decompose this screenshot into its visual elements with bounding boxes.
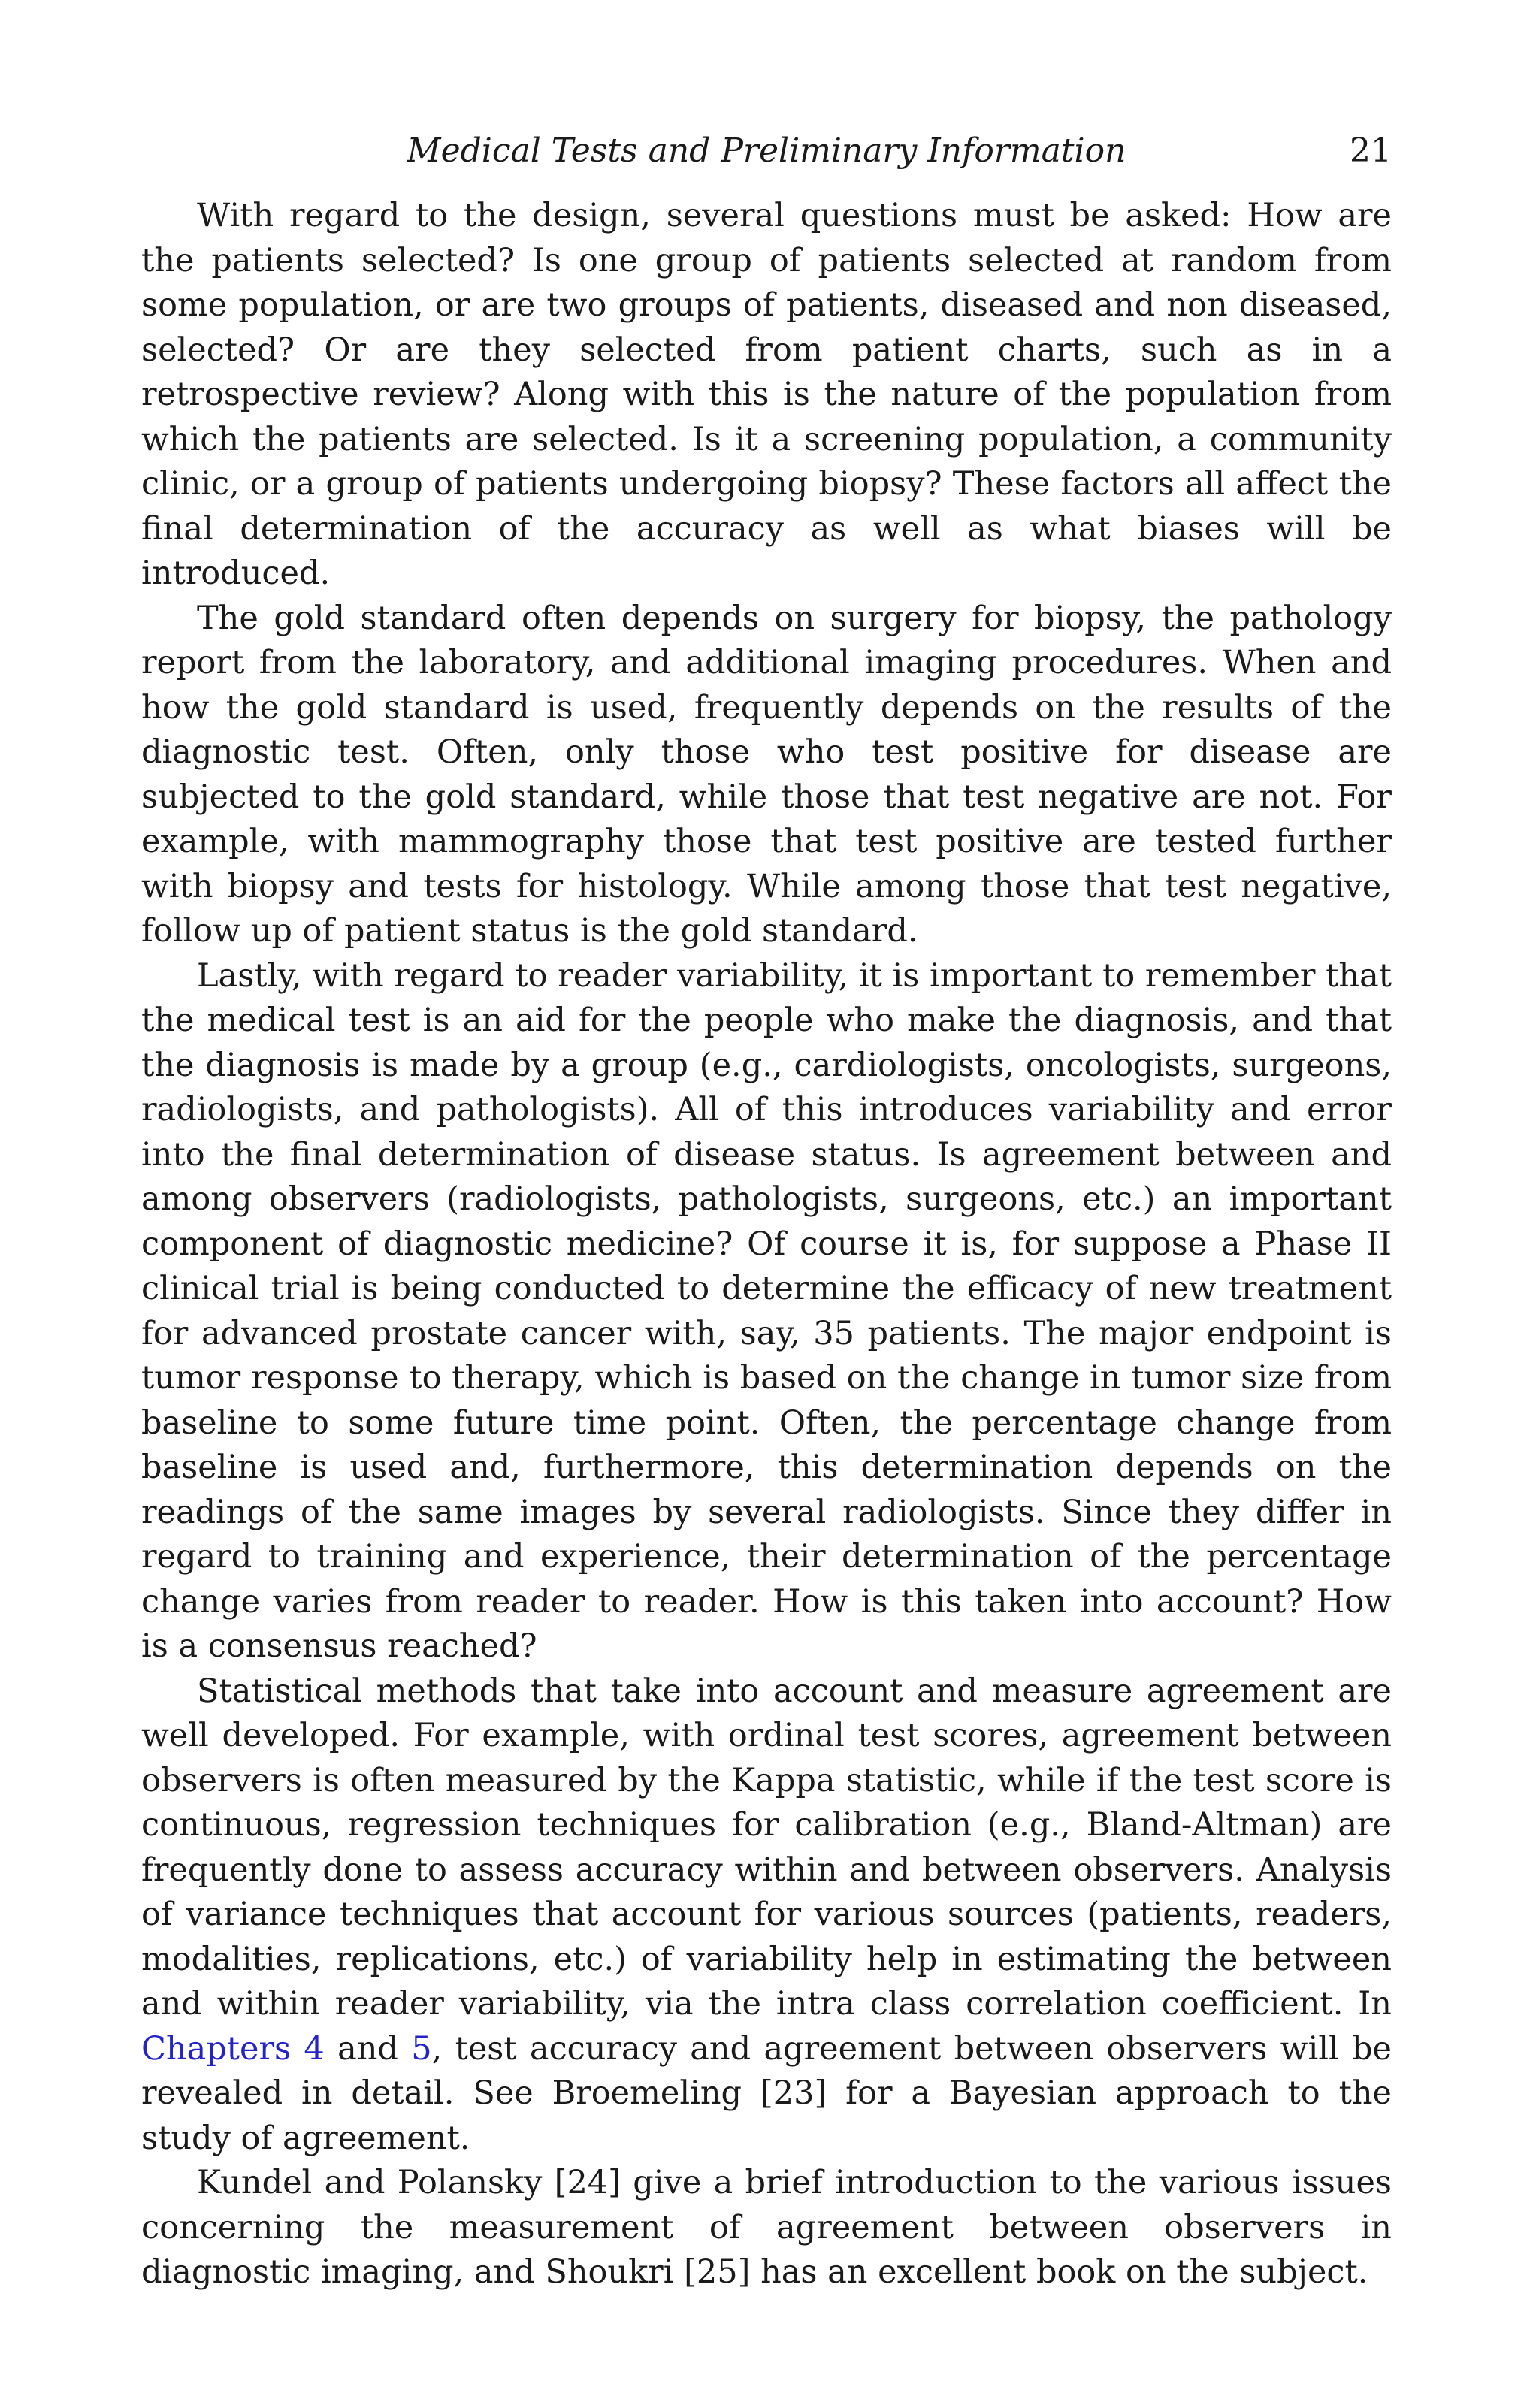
paragraph-reader-variability: Lastly, with regard to reader variability, it is important to remember that the medical test is an aid for the people who make the diagnosis, and that the diagnosis is made by a group (e.g., cardiologists, oncologists, surgeons, radiologists, and pathologists). All of this introduces variability and error into the final determination of disease status. Is agreement between and among observers (radiologists, pathologists, surgeons, etc.) an important component of diagnostic medicine? Of course it is, for suppose a Phase II clinical trial is being conducted to determine the efficacy of new treatment for advanced prostate cancer with, say, 35 patients. The major endpoint is tumor response to therapy, which is based on the change in tumor size from baseline to some future time point. Often, the percentage change from baseline is used and, furthermore, this determination depends on the readings of the same images by several radiologists. Since they differ in regard to training and experience, their determination of the percentage change varies from reader to reader. How is this taken into account? How is a consensus reached? <box>141 956 1392 1665</box>
book-page <box>141 126 1392 2295</box>
paragraph-text: Statistical methods that take into account and measure agreement are well developed. For example, with ordinal test scores, agreement between observers is often measured by the Kappa statistic, while if the test score is continuous, regression techniques for calibration (e.g., Bland-Altman) are frequently done to assess accuracy within and between observers. Analysis of variance techniques that account for various sources (patients, readers, modalities, replications, etc.) of variability help in estimating the between and within reader variability, via the intra class correlation coefficient. In <box>141 1672 1392 2023</box>
page-number: 21 <box>1350 131 1392 170</box>
paragraph-text: , test accuracy and agreement between observers will be revealed in detail. See Broemeling [23] for a Bayesian approach to the study of agreement. <box>141 2029 1392 2157</box>
paragraph-text: and <box>324 2029 412 2068</box>
running-title: Medical Tests and Preliminary Information <box>407 131 1126 170</box>
paragraph-statistical-methods <box>141 1669 1392 2162</box>
running-header <box>141 126 1392 176</box>
paragraph-design: With regard to the design, several questions must be asked: How are the patients selected? Is one group of patients selected at random from some population, or are two groups of patients, diseased and non diseased, selected? Or are they selected from patient charts, such as in a retrospective review? Along with this is the nature of the population from which the patients are selected. Is it a screening population, a community clinic, or a group of patients undergoing biopsy? These factors all affect the final determination of the accuracy as well as what biases will be introduced. <box>141 197 1392 592</box>
body-text <box>141 194 1392 2295</box>
paragraph-gold-standard: The gold standard often depends on surgery for biopsy, the pathology report from the laboratory, and additional imaging procedures. When and how the gold standard is used, frequently depends on the results of the diagnostic test. Often, only those who test positive for disease are subjected to the gold standard, while those that test negative are not. For example, with mammography those that test positive are tested further with biopsy and tests for histology. While among those that test negative, follow up of patient status is the gold standard. <box>141 599 1392 950</box>
paragraph-kundel-polansky: Kundel and Polansky [24] give a brief introduction to the various issues concerning the measurement of agreement between observers in diagnostic imaging, and Shoukri [25] has an excellent book on the subject. <box>141 2164 1392 2291</box>
chapter-5-link[interactable]: 5 <box>411 2029 432 2068</box>
chapters-4-link[interactable]: Chapters 4 <box>141 2029 325 2068</box>
